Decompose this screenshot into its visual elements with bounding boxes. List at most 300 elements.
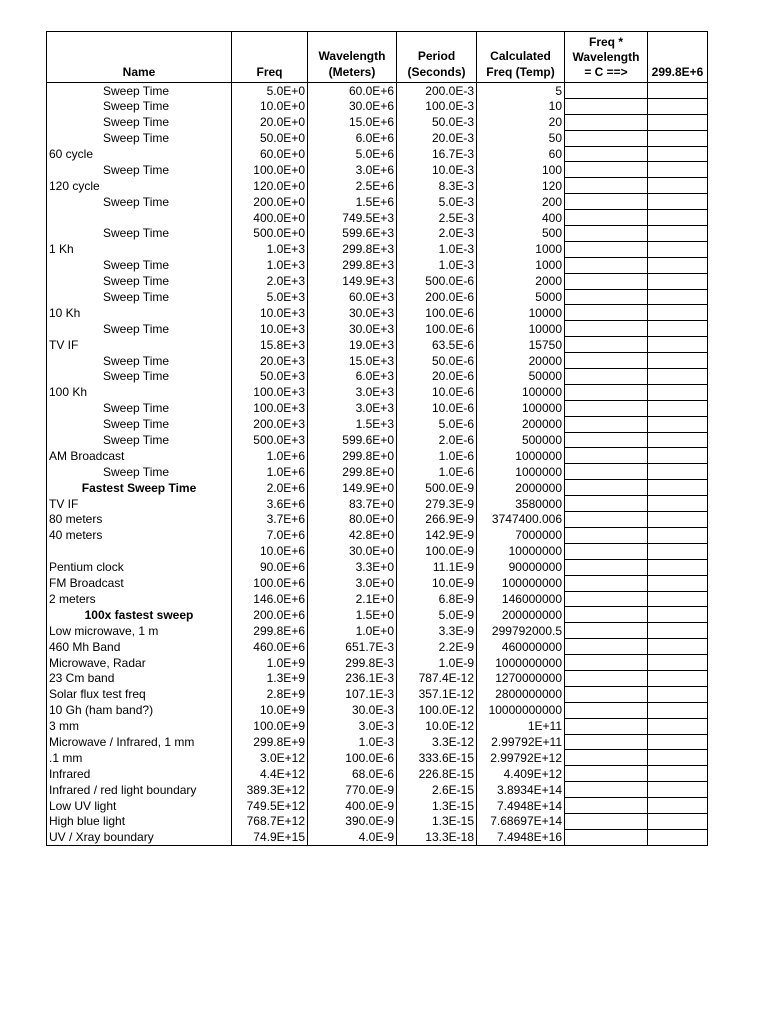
cell-empty[interactable] (648, 670, 708, 686)
cell-calculated-freq[interactable]: 2.99792E+12 (477, 750, 565, 766)
cell-calculated-freq[interactable]: 15750 (477, 337, 565, 353)
cell-empty[interactable] (565, 718, 648, 734)
header-name[interactable] (47, 32, 232, 83)
cell-wavelength[interactable]: 149.9E+0 (308, 480, 397, 496)
cell-freq[interactable]: 200.0E+6 (232, 607, 308, 623)
cell-empty[interactable] (565, 464, 648, 480)
cell-freq[interactable]: 100.0E+0 (232, 162, 308, 178)
cell-empty[interactable] (648, 114, 708, 130)
cell-empty[interactable] (565, 607, 648, 623)
cell-calculated-freq[interactable]: 400 (477, 210, 565, 226)
cell-name[interactable]: 10 Kh (47, 305, 232, 321)
cell-freq[interactable]: 3.6E+6 (232, 496, 308, 512)
cell-wavelength[interactable]: 4.0E-9 (308, 829, 397, 845)
cell-calculated-freq[interactable]: 7.4948E+14 (477, 798, 565, 814)
cell-period[interactable]: 1.3E-15 (397, 798, 477, 814)
cell-name[interactable]: UV / Xray boundary (47, 829, 232, 845)
cell-calculated-freq[interactable]: 1000000000 (477, 655, 565, 671)
cell-wavelength[interactable]: 3.0E+6 (308, 162, 397, 178)
cell-empty[interactable] (648, 734, 708, 750)
cell-empty[interactable] (565, 750, 648, 766)
cell-freq[interactable]: 299.8E+9 (232, 734, 308, 750)
cell-empty[interactable] (648, 162, 708, 178)
cell-freq[interactable]: 90.0E+6 (232, 559, 308, 575)
cell-empty[interactable] (565, 813, 648, 829)
cell-calculated-freq[interactable]: 10000 (477, 321, 565, 337)
cell-calculated-freq[interactable]: 460000000 (477, 639, 565, 655)
cell-calculated-freq[interactable]: 3580000 (477, 496, 565, 512)
cell-empty[interactable] (565, 337, 648, 353)
cell-wavelength[interactable]: 1.0E+0 (308, 623, 397, 639)
cell-name[interactable]: Sweep Time (47, 321, 232, 337)
cell-period[interactable]: 6.8E-9 (397, 591, 477, 607)
cell-wavelength[interactable]: 60.0E+3 (308, 289, 397, 305)
cell-wavelength[interactable]: 30.0E+0 (308, 543, 397, 559)
cell-freq[interactable]: 299.8E+6 (232, 623, 308, 639)
cell-empty[interactable] (565, 257, 648, 273)
cell-empty[interactable] (648, 210, 708, 226)
cell-empty[interactable] (565, 305, 648, 321)
cell-calculated-freq[interactable]: 5000 (477, 289, 565, 305)
cell-empty[interactable] (648, 686, 708, 702)
cell-freq[interactable]: 10.0E+0 (232, 98, 308, 114)
cell-freq[interactable]: 74.9E+15 (232, 829, 308, 845)
cell-empty[interactable] (565, 496, 648, 512)
cell-freq[interactable]: 3.0E+12 (232, 750, 308, 766)
cell-empty[interactable] (648, 559, 708, 575)
cell-empty[interactable] (565, 146, 648, 162)
cell-empty[interactable] (565, 670, 648, 686)
cell-freq[interactable]: 400.0E+0 (232, 210, 308, 226)
cell-calculated-freq[interactable]: 5 (477, 83, 565, 99)
cell-freq[interactable]: 1.0E+3 (232, 241, 308, 257)
cell-period[interactable]: 100.0E-9 (397, 543, 477, 559)
cell-calculated-freq[interactable]: 3.8934E+14 (477, 782, 565, 798)
cell-period[interactable]: 100.0E-6 (397, 305, 477, 321)
cell-empty[interactable] (565, 782, 648, 798)
header-freq[interactable] (232, 32, 308, 83)
cell-name[interactable]: 60 cycle (47, 146, 232, 162)
cell-name[interactable]: Sweep Time (47, 194, 232, 210)
cell-name[interactable]: Sweep Time (47, 400, 232, 416)
cell-empty[interactable] (648, 321, 708, 337)
cell-period[interactable]: 1.3E-15 (397, 813, 477, 829)
cell-calculated-freq[interactable]: 200 (477, 194, 565, 210)
cell-empty[interactable] (565, 210, 648, 226)
cell-name[interactable]: 80 meters (47, 512, 232, 528)
cell-name[interactable]: Sweep Time (47, 257, 232, 273)
cell-freq[interactable]: 100.0E+3 (232, 400, 308, 416)
cell-wavelength[interactable]: 236.1E-3 (308, 670, 397, 686)
cell-empty[interactable] (565, 512, 648, 528)
cell-wavelength[interactable]: 1.5E+3 (308, 416, 397, 432)
cell-freq[interactable]: 50.0E+0 (232, 130, 308, 146)
cell-freq[interactable]: 60.0E+0 (232, 146, 308, 162)
cell-empty[interactable] (565, 575, 648, 591)
cell-empty[interactable] (648, 702, 708, 718)
cell-wavelength[interactable]: 299.8E+3 (308, 241, 397, 257)
cell-name[interactable]: Sweep Time (47, 83, 232, 99)
cell-name[interactable]: 40 meters (47, 527, 232, 543)
cell-empty[interactable] (648, 575, 708, 591)
cell-name[interactable]: 1 Kh (47, 241, 232, 257)
cell-empty[interactable] (648, 273, 708, 289)
cell-calculated-freq[interactable]: 20000 (477, 353, 565, 369)
cell-empty[interactable] (565, 480, 648, 496)
cell-empty[interactable] (648, 194, 708, 210)
cell-freq[interactable]: 1.0E+6 (232, 448, 308, 464)
cell-empty[interactable] (565, 273, 648, 289)
cell-empty[interactable] (648, 289, 708, 305)
cell-empty[interactable] (648, 400, 708, 416)
cell-empty[interactable] (565, 194, 648, 210)
cell-name[interactable]: 460 Mh Band (47, 639, 232, 655)
cell-period[interactable]: 357.1E-12 (397, 686, 477, 702)
cell-empty[interactable] (648, 146, 708, 162)
cell-empty[interactable] (648, 305, 708, 321)
cell-empty[interactable] (648, 766, 708, 782)
cell-freq[interactable]: 10.0E+9 (232, 702, 308, 718)
cell-calculated-freq[interactable]: 1000000 (477, 464, 565, 480)
cell-period[interactable]: 500.0E-9 (397, 480, 477, 496)
cell-wavelength[interactable]: 6.0E+3 (308, 369, 397, 385)
cell-wavelength[interactable]: 299.8E-3 (308, 655, 397, 671)
cell-empty[interactable] (565, 400, 648, 416)
cell-calculated-freq[interactable]: 1270000000 (477, 670, 565, 686)
cell-empty[interactable] (648, 813, 708, 829)
header-calculated[interactable] (477, 32, 565, 83)
cell-empty[interactable] (565, 98, 648, 114)
cell-period[interactable]: 50.0E-3 (397, 114, 477, 130)
cell-wavelength[interactable]: 15.0E+3 (308, 353, 397, 369)
cell-name[interactable]: 3 mm (47, 718, 232, 734)
cell-period[interactable]: 1.0E-3 (397, 241, 477, 257)
cell-wavelength[interactable]: 19.0E+3 (308, 337, 397, 353)
cell-name[interactable]: Pentium clock (47, 559, 232, 575)
cell-wavelength[interactable]: 83.7E+0 (308, 496, 397, 512)
cell-period[interactable]: 2.0E-3 (397, 226, 477, 242)
cell-period[interactable]: 333.6E-15 (397, 750, 477, 766)
cell-freq[interactable]: 120.0E+0 (232, 178, 308, 194)
cell-freq[interactable]: 2.8E+9 (232, 686, 308, 702)
cell-calculated-freq[interactable]: 200000 (477, 416, 565, 432)
cell-empty[interactable] (565, 432, 648, 448)
cell-empty[interactable] (648, 337, 708, 353)
cell-wavelength[interactable]: 6.0E+6 (308, 130, 397, 146)
cell-empty[interactable] (648, 639, 708, 655)
cell-calculated-freq[interactable]: 7.4948E+16 (477, 829, 565, 845)
cell-wavelength[interactable]: 1.5E+6 (308, 194, 397, 210)
cell-calculated-freq[interactable]: 10000000000 (477, 702, 565, 718)
cell-freq[interactable]: 500.0E+3 (232, 432, 308, 448)
cell-period[interactable]: 3.3E-12 (397, 734, 477, 750)
cell-wavelength[interactable]: 30.0E+3 (308, 321, 397, 337)
cell-period[interactable]: 2.6E-15 (397, 782, 477, 798)
cell-period[interactable]: 200.0E-6 (397, 289, 477, 305)
cell-empty[interactable] (648, 416, 708, 432)
cell-wavelength[interactable]: 1.0E-3 (308, 734, 397, 750)
cell-wavelength[interactable]: 599.6E+0 (308, 432, 397, 448)
cell-empty[interactable] (565, 702, 648, 718)
cell-name[interactable]: Sweep Time (47, 289, 232, 305)
cell-name[interactable]: Sweep Time (47, 98, 232, 114)
cell-freq[interactable]: 1.0E+6 (232, 464, 308, 480)
cell-wavelength[interactable]: 3.0E-3 (308, 718, 397, 734)
cell-empty[interactable] (648, 130, 708, 146)
cell-period[interactable]: 5.0E-9 (397, 607, 477, 623)
cell-name[interactable]: Sweep Time (47, 273, 232, 289)
cell-empty[interactable] (565, 559, 648, 575)
cell-name[interactable]: Sweep Time (47, 226, 232, 242)
cell-freq[interactable]: 10.0E+3 (232, 321, 308, 337)
cell-wavelength[interactable]: 1.5E+0 (308, 607, 397, 623)
cell-freq[interactable]: 20.0E+0 (232, 114, 308, 130)
cell-wavelength[interactable]: 390.0E-9 (308, 813, 397, 829)
cell-name[interactable]: Microwave, Radar (47, 655, 232, 671)
cell-freq[interactable]: 146.0E+6 (232, 591, 308, 607)
cell-freq[interactable]: 10.0E+6 (232, 543, 308, 559)
cell-period[interactable]: 5.0E-3 (397, 194, 477, 210)
cell-calculated-freq[interactable]: 10 (477, 98, 565, 114)
cell-empty[interactable] (648, 83, 708, 99)
cell-empty[interactable] (648, 591, 708, 607)
cell-name[interactable]: FM Broadcast (47, 575, 232, 591)
cell-name[interactable]: Sweep Time (47, 114, 232, 130)
cell-calculated-freq[interactable]: 1000000 (477, 448, 565, 464)
cell-freq[interactable]: 100.0E+9 (232, 718, 308, 734)
cell-name[interactable]: 100x fastest sweep (47, 607, 232, 623)
cell-wavelength[interactable]: 15.0E+6 (308, 114, 397, 130)
cell-empty[interactable] (648, 750, 708, 766)
cell-calculated-freq[interactable]: 10000000 (477, 543, 565, 559)
cell-name[interactable]: 120 cycle (47, 178, 232, 194)
cell-wavelength[interactable]: 30.0E+3 (308, 305, 397, 321)
cell-name[interactable]: 2 meters (47, 591, 232, 607)
cell-freq[interactable]: 4.4E+12 (232, 766, 308, 782)
cell-empty[interactable] (565, 639, 648, 655)
cell-empty[interactable] (565, 130, 648, 146)
cell-period[interactable]: 226.8E-15 (397, 766, 477, 782)
cell-period[interactable]: 63.5E-6 (397, 337, 477, 353)
cell-empty[interactable] (648, 432, 708, 448)
cell-period[interactable]: 5.0E-6 (397, 416, 477, 432)
cell-wavelength[interactable]: 107.1E-3 (308, 686, 397, 702)
cell-wavelength[interactable]: 2.1E+0 (308, 591, 397, 607)
cell-empty[interactable] (565, 289, 648, 305)
cell-name[interactable]: 10 Gh (ham band?) (47, 702, 232, 718)
cell-name[interactable]: Infrared (47, 766, 232, 782)
cell-wavelength[interactable]: 149.9E+3 (308, 273, 397, 289)
cell-calculated-freq[interactable]: 4.409E+12 (477, 766, 565, 782)
cell-period[interactable]: 11.1E-9 (397, 559, 477, 575)
cell-wavelength[interactable]: 5.0E+6 (308, 146, 397, 162)
cell-empty[interactable] (648, 369, 708, 385)
cell-freq[interactable]: 50.0E+3 (232, 369, 308, 385)
cell-freq[interactable]: 1.3E+9 (232, 670, 308, 686)
cell-empty[interactable] (565, 384, 648, 400)
cell-empty[interactable] (648, 226, 708, 242)
cell-wavelength[interactable]: 299.8E+3 (308, 257, 397, 273)
cell-empty[interactable] (565, 766, 648, 782)
cell-period[interactable]: 100.0E-3 (397, 98, 477, 114)
cell-empty[interactable] (648, 527, 708, 543)
cell-empty[interactable] (648, 257, 708, 273)
cell-empty[interactable] (565, 527, 648, 543)
cell-wavelength[interactable]: 3.3E+0 (308, 559, 397, 575)
cell-freq[interactable]: 1.0E+3 (232, 257, 308, 273)
cell-calculated-freq[interactable]: 2000000 (477, 480, 565, 496)
cell-empty[interactable] (648, 178, 708, 194)
cell-wavelength[interactable]: 3.0E+3 (308, 384, 397, 400)
cell-period[interactable]: 2.2E-9 (397, 639, 477, 655)
cell-wavelength[interactable]: 299.8E+0 (308, 448, 397, 464)
cell-empty[interactable] (565, 353, 648, 369)
cell-calculated-freq[interactable]: 7.68697E+14 (477, 813, 565, 829)
cell-wavelength[interactable]: 100.0E-6 (308, 750, 397, 766)
cell-calculated-freq[interactable]: 2.99792E+11 (477, 734, 565, 750)
cell-calculated-freq[interactable]: 1000 (477, 241, 565, 257)
cell-calculated-freq[interactable]: 1000 (477, 257, 565, 273)
cell-empty[interactable] (565, 241, 648, 257)
cell-freq[interactable]: 5.0E+0 (232, 83, 308, 99)
cell-empty[interactable] (648, 782, 708, 798)
cell-name[interactable]: .1 mm (47, 750, 232, 766)
cell-name[interactable]: Sweep Time (47, 416, 232, 432)
cell-period[interactable]: 10.0E-6 (397, 384, 477, 400)
cell-freq[interactable]: 500.0E+0 (232, 226, 308, 242)
cell-freq[interactable]: 389.3E+12 (232, 782, 308, 798)
cell-calculated-freq[interactable]: 500000 (477, 432, 565, 448)
cell-calculated-freq[interactable]: 50 (477, 130, 565, 146)
cell-name[interactable]: Microwave / Infrared, 1 mm (47, 734, 232, 750)
cell-empty[interactable] (565, 416, 648, 432)
cell-name[interactable]: 23 Cm band (47, 670, 232, 686)
cell-empty[interactable] (648, 448, 708, 464)
cell-wavelength[interactable]: 400.0E-9 (308, 798, 397, 814)
cell-period[interactable]: 16.7E-3 (397, 146, 477, 162)
cell-wavelength[interactable]: 3.0E+0 (308, 575, 397, 591)
cell-period[interactable]: 100.0E-12 (397, 702, 477, 718)
cell-name[interactable]: Low microwave, 1 m (47, 623, 232, 639)
cell-freq[interactable]: 20.0E+3 (232, 353, 308, 369)
cell-period[interactable]: 100.0E-6 (397, 321, 477, 337)
header-c-value[interactable] (648, 32, 708, 83)
cell-name[interactable]: Sweep Time (47, 369, 232, 385)
cell-name[interactable] (47, 543, 232, 559)
cell-empty[interactable] (565, 591, 648, 607)
cell-period[interactable]: 10.0E-3 (397, 162, 477, 178)
cell-wavelength[interactable]: 68.0E-6 (308, 766, 397, 782)
cell-period[interactable]: 142.9E-9 (397, 527, 477, 543)
cell-name[interactable] (47, 210, 232, 226)
cell-name[interactable]: Sweep Time (47, 162, 232, 178)
cell-freq[interactable]: 768.7E+12 (232, 813, 308, 829)
cell-wavelength[interactable]: 749.5E+3 (308, 210, 397, 226)
cell-empty[interactable] (565, 734, 648, 750)
cell-freq[interactable]: 5.0E+3 (232, 289, 308, 305)
cell-wavelength[interactable]: 651.7E-3 (308, 639, 397, 655)
cell-period[interactable]: 10.0E-6 (397, 400, 477, 416)
cell-period[interactable]: 50.0E-6 (397, 353, 477, 369)
cell-empty[interactable] (648, 718, 708, 734)
cell-empty[interactable] (648, 496, 708, 512)
cell-empty[interactable] (565, 448, 648, 464)
cell-calculated-freq[interactable]: 120 (477, 178, 565, 194)
cell-freq[interactable]: 2.0E+6 (232, 480, 308, 496)
cell-freq[interactable]: 7.0E+6 (232, 527, 308, 543)
cell-calculated-freq[interactable]: 500 (477, 226, 565, 242)
cell-period[interactable]: 200.0E-3 (397, 83, 477, 99)
cell-empty[interactable] (565, 623, 648, 639)
cell-calculated-freq[interactable]: 2000 (477, 273, 565, 289)
cell-empty[interactable] (565, 162, 648, 178)
cell-empty[interactable] (648, 623, 708, 639)
cell-empty[interactable] (565, 178, 648, 194)
cell-empty[interactable] (648, 543, 708, 559)
cell-name[interactable]: 100 Kh (47, 384, 232, 400)
cell-freq[interactable]: 1.0E+9 (232, 655, 308, 671)
cell-period[interactable]: 13.3E-18 (397, 829, 477, 845)
cell-empty[interactable] (648, 353, 708, 369)
cell-empty[interactable] (648, 607, 708, 623)
cell-period[interactable]: 1.0E-6 (397, 448, 477, 464)
cell-period[interactable]: 20.0E-6 (397, 369, 477, 385)
cell-empty[interactable] (565, 114, 648, 130)
cell-name[interactable]: TV IF (47, 496, 232, 512)
cell-period[interactable]: 266.9E-9 (397, 512, 477, 528)
cell-name[interactable]: Low UV light (47, 798, 232, 814)
cell-period[interactable]: 1.0E-6 (397, 464, 477, 480)
cell-freq[interactable]: 2.0E+3 (232, 273, 308, 289)
cell-wavelength[interactable]: 770.0E-9 (308, 782, 397, 798)
cell-empty[interactable] (565, 829, 648, 845)
cell-name[interactable]: Sweep Time (47, 432, 232, 448)
cell-empty[interactable] (565, 686, 648, 702)
cell-wavelength[interactable]: 60.0E+6 (308, 83, 397, 99)
cell-empty[interactable] (648, 798, 708, 814)
cell-freq[interactable]: 749.5E+12 (232, 798, 308, 814)
cell-calculated-freq[interactable]: 2800000000 (477, 686, 565, 702)
cell-name[interactable]: Infrared / red light boundary (47, 782, 232, 798)
cell-calculated-freq[interactable]: 50000 (477, 369, 565, 385)
cell-period[interactable]: 500.0E-6 (397, 273, 477, 289)
cell-empty[interactable] (648, 512, 708, 528)
cell-period[interactable]: 10.0E-9 (397, 575, 477, 591)
cell-wavelength[interactable]: 42.8E+0 (308, 527, 397, 543)
cell-calculated-freq[interactable]: 20 (477, 114, 565, 130)
cell-wavelength[interactable]: 599.6E+3 (308, 226, 397, 242)
cell-period[interactable]: 3.3E-9 (397, 623, 477, 639)
cell-empty[interactable] (648, 829, 708, 845)
cell-name[interactable]: TV IF (47, 337, 232, 353)
cell-name[interactable]: Sweep Time (47, 464, 232, 480)
cell-calculated-freq[interactable]: 60 (477, 146, 565, 162)
cell-calculated-freq[interactable]: 1E+11 (477, 718, 565, 734)
cell-calculated-freq[interactable]: 299792000.5 (477, 623, 565, 639)
cell-calculated-freq[interactable]: 100000 (477, 400, 565, 416)
cell-period[interactable]: 2.0E-6 (397, 432, 477, 448)
cell-wavelength[interactable]: 80.0E+0 (308, 512, 397, 528)
cell-freq[interactable]: 100.0E+6 (232, 575, 308, 591)
cell-calculated-freq[interactable]: 100000000 (477, 575, 565, 591)
cell-empty[interactable] (565, 369, 648, 385)
cell-freq[interactable]: 100.0E+3 (232, 384, 308, 400)
cell-wavelength[interactable]: 30.0E-3 (308, 702, 397, 718)
cell-freq[interactable]: 200.0E+0 (232, 194, 308, 210)
cell-freq[interactable]: 3.7E+6 (232, 512, 308, 528)
cell-wavelength[interactable]: 299.8E+0 (308, 464, 397, 480)
cell-period[interactable]: 787.4E-12 (397, 670, 477, 686)
